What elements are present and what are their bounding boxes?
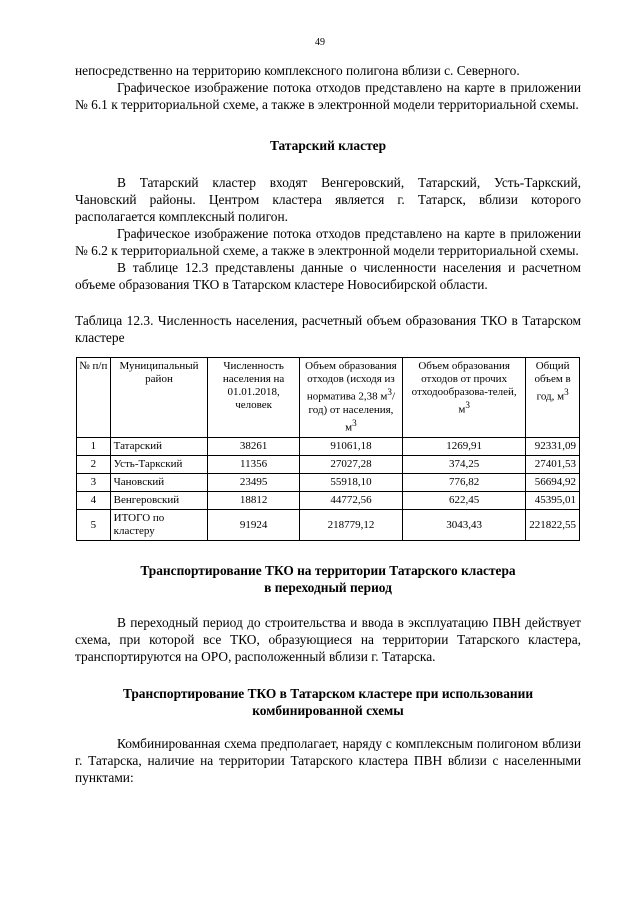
paragraph-continuation: непосредственно на территорию комплексного полигона вблизи с. Северного.	[75, 63, 520, 78]
header-population: Численность населения на 01.01.2018, человек	[208, 358, 299, 438]
header-volume-other: Объем образования отходов от прочих отходообразова-телей, $м^3$	[403, 358, 526, 438]
table-header-row	[77, 358, 580, 438]
header-number: № п/п	[77, 358, 111, 438]
heading-transition-period: Транспортирование ТКО на территории Татарского кластера в переходный период	[140, 563, 516, 596]
paragraph-map-6-2: Графическое изображение потока отходов представлено на карте в приложении № 6.2 к территориальной схеме, а также в электронной модели территориальной схемы.	[75, 226, 581, 258]
paragraph-map-6-1: Графическое изображение потока отходов представлено на карте в приложении № 6.1 к территориальной схеме, а также в электронной модели территориальной схемы.	[75, 80, 581, 112]
header-district: Муниципальный район	[110, 358, 208, 438]
header-volume-population: Объем образования отходов (исходя из норматива 2,38 $м^3/год$) от населения, $м^3$	[299, 358, 402, 438]
paragraph-table-intro: В таблице 12.3 представлены данные о численности населения и расчетном объеме образования ТКО в Татарском кластере Новосибирской области.	[75, 260, 581, 292]
page-number: 49	[315, 37, 325, 48]
table-caption: Таблица 12.3. Численность населения, расчетный объем образования ТКО в Татарском кластере	[75, 313, 581, 345]
paragraph-combined-scheme: Комбинированная схема предполагает, наряду с комплексным полигоном вблизи г. Татарска, наличие на территории Татарского кластера ПВН вблизи с населенными пунктами:	[75, 736, 581, 786]
document-body	[75, 62, 581, 786]
heading-tatar-cluster: Татарский кластер	[269, 138, 387, 153]
table-total-row: 5 ИТОГО по кластеру 91924 218779,12 3043,43 221822,55	[77, 510, 580, 541]
table-row: 4 Венгеровский 18812 44772,56 622,45 45395,01	[77, 492, 580, 510]
paragraph-cluster-composition: В Татарский кластер входят Венгеровский, Татарский, Усть-Таркский, Чановский районы. Центром кластера является г. Татарск, вблизи которого располагается комплексный полигон.	[75, 175, 581, 224]
table-row: 1 Татарский 38261 91061,18 1269,91 92331,09	[77, 438, 580, 456]
table-row: 3 Чановский 23495 55918,10 776,82 56694,92	[77, 474, 580, 492]
paragraph-transition-scheme: В переходный период до строительства и ввода в эксплуатацию ПВН действует схема, при которой все ТКО, образующиеся на территории Татарского кластера, транспортируются на ОРО, расположенный вблизи г. Татарска.	[75, 615, 581, 665]
heading-combined-scheme: Транспортирование ТКО в Татарском кластере при использовании комбинированной схемы	[122, 686, 534, 719]
header-total-volume: Общий объем в год, $м^3$	[526, 358, 580, 438]
table-row: 2 Усть-Таркский 11356 27027,28 374,25 27401,53	[77, 456, 580, 474]
population-waste-table	[76, 357, 580, 541]
